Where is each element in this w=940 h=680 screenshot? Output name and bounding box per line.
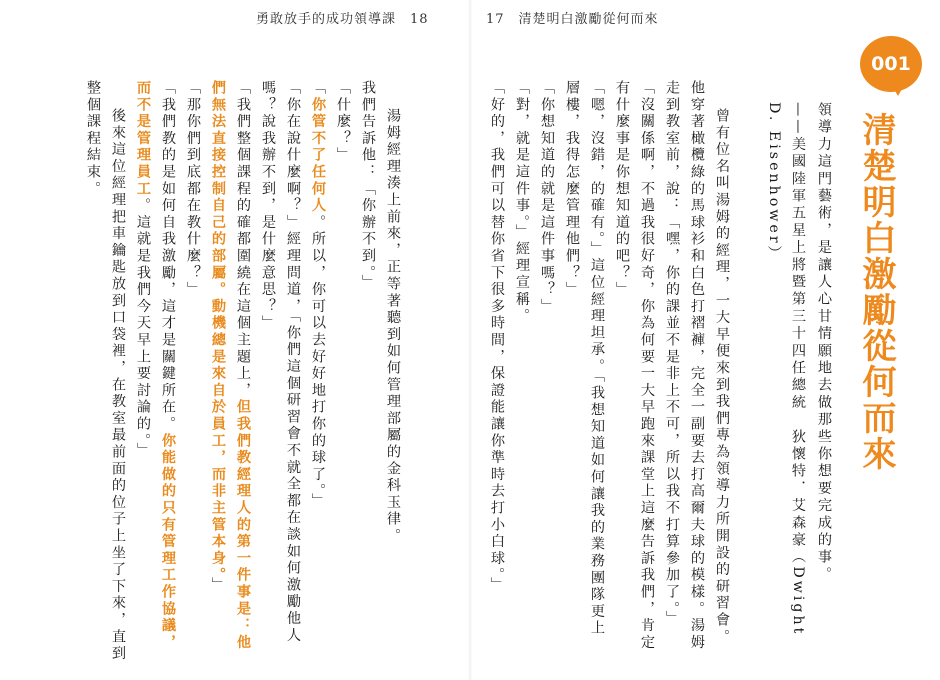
badge-pointer-icon	[890, 82, 906, 96]
left-page-number: 18	[410, 12, 429, 27]
body-paragraph: 「對，就是這件事。」經理宣稱。	[514, 80, 530, 325]
text-segment: 「	[310, 80, 326, 97]
epigraph-text: 領導力這門藝術，是讓人心甘情願地去做那些你想要完成的事。	[816, 102, 832, 584]
body-paragraph	[130, 80, 180, 664]
text-segment: 「你在說什麼啊？」經理問道，「你們這個研習會不就全都在談如何激勵他人嗎？說我辦不到，是什麼意思？」	[260, 80, 301, 645]
text-segment: 「我們整個課程的確都圍繞在這個主題上，	[235, 80, 251, 400]
body-paragraph	[380, 80, 405, 664]
highlighted-text: 你管不了任何人	[310, 96, 326, 215]
body-paragraph: 「沒關係啊，不過我很好奇，你為何要一大早跑來課堂上這麼告訴我們，肯定有什麼事是你想知道的吧？」	[614, 80, 655, 652]
epigraph	[762, 102, 836, 662]
highlighted-text: 但我們教經理人的第一件事是：他們無法直接控制自己的部屬。動機總是來自於員工，而非主管本身。	[210, 80, 251, 652]
text-segment: 。這就是我們今天早上要討論的。」	[135, 197, 151, 460]
body-paragraph: 曾有位名叫湯姆的經理，一大早便來到我們專為領導力所開設的研習會。他穿著橄欖綠的馬球衫和白色打褶褲，完全一副要去打高爾夫球的模樣。湯姆走到教室前，說：「嘿，你的課並不是非上不可，所以我不打算參加了。」	[664, 80, 730, 652]
body-paragraph	[80, 80, 130, 664]
text-segment: 後來這位經理把車鑰匙放到口袋裡，在教室最前面的位子上坐了下來，直到整個課程結束。	[85, 80, 126, 663]
right-page-header	[486, 8, 659, 27]
right-page-number: 17	[486, 12, 505, 27]
text-segment: 湯姆經理湊上前來，正等著聽到如何管理部屬的金科玉律。	[385, 108, 401, 546]
body-paragraph: 「好的，我們可以替你省下很多時間，保證能讓你準時去打小白球。」	[489, 80, 505, 594]
body-paragraph	[255, 80, 305, 664]
chapter-title: 清楚明白激勵從何而來	[856, 112, 896, 472]
text-segment: 「什麼？」	[335, 80, 351, 164]
body-paragraph	[305, 80, 330, 664]
page-gutter	[468, 0, 472, 680]
body-paragraph	[180, 80, 205, 664]
left-page-body	[80, 80, 405, 664]
body-paragraph	[205, 80, 255, 664]
text-segment: 「那你們到底都在教什麼？」	[185, 80, 201, 299]
right-page-body	[484, 80, 734, 652]
body-paragraph: 「嗯，沒錯，的確有。」這位經理坦承。「我想知道如何讓我的業務團隊更上層樓，我得怎麼管理他們？」	[564, 80, 605, 637]
left-header-title: 勇敢放手的成功領導課	[256, 12, 397, 27]
epigraph-attribution: ——美國陸軍五星上將暨第三十四任總統 狄懷特．艾森豪（Dwight D. Eisenhower）	[766, 102, 806, 637]
body-paragraph: 「你想知道的就是這件事嗎？」	[539, 80, 555, 316]
left-page-header	[256, 8, 429, 27]
right-header-title: 清楚明白激勵從何而來	[518, 12, 659, 27]
body-paragraph	[330, 80, 355, 664]
body-paragraph	[355, 80, 380, 664]
text-segment: 」	[210, 576, 226, 594]
highlighted-text: 你能做的只有管理工作協議，而不是管理員工	[135, 80, 176, 652]
text-segment: 。所以，你可以去好好地打你的球了。」	[310, 214, 326, 510]
text-segment: 我們告訴他：「你辦不到。」	[360, 80, 376, 292]
chapter-number: 001	[871, 53, 911, 75]
text-segment: 「我們教的是如何自我激勵，這才是關鍵所在。	[160, 80, 176, 433]
